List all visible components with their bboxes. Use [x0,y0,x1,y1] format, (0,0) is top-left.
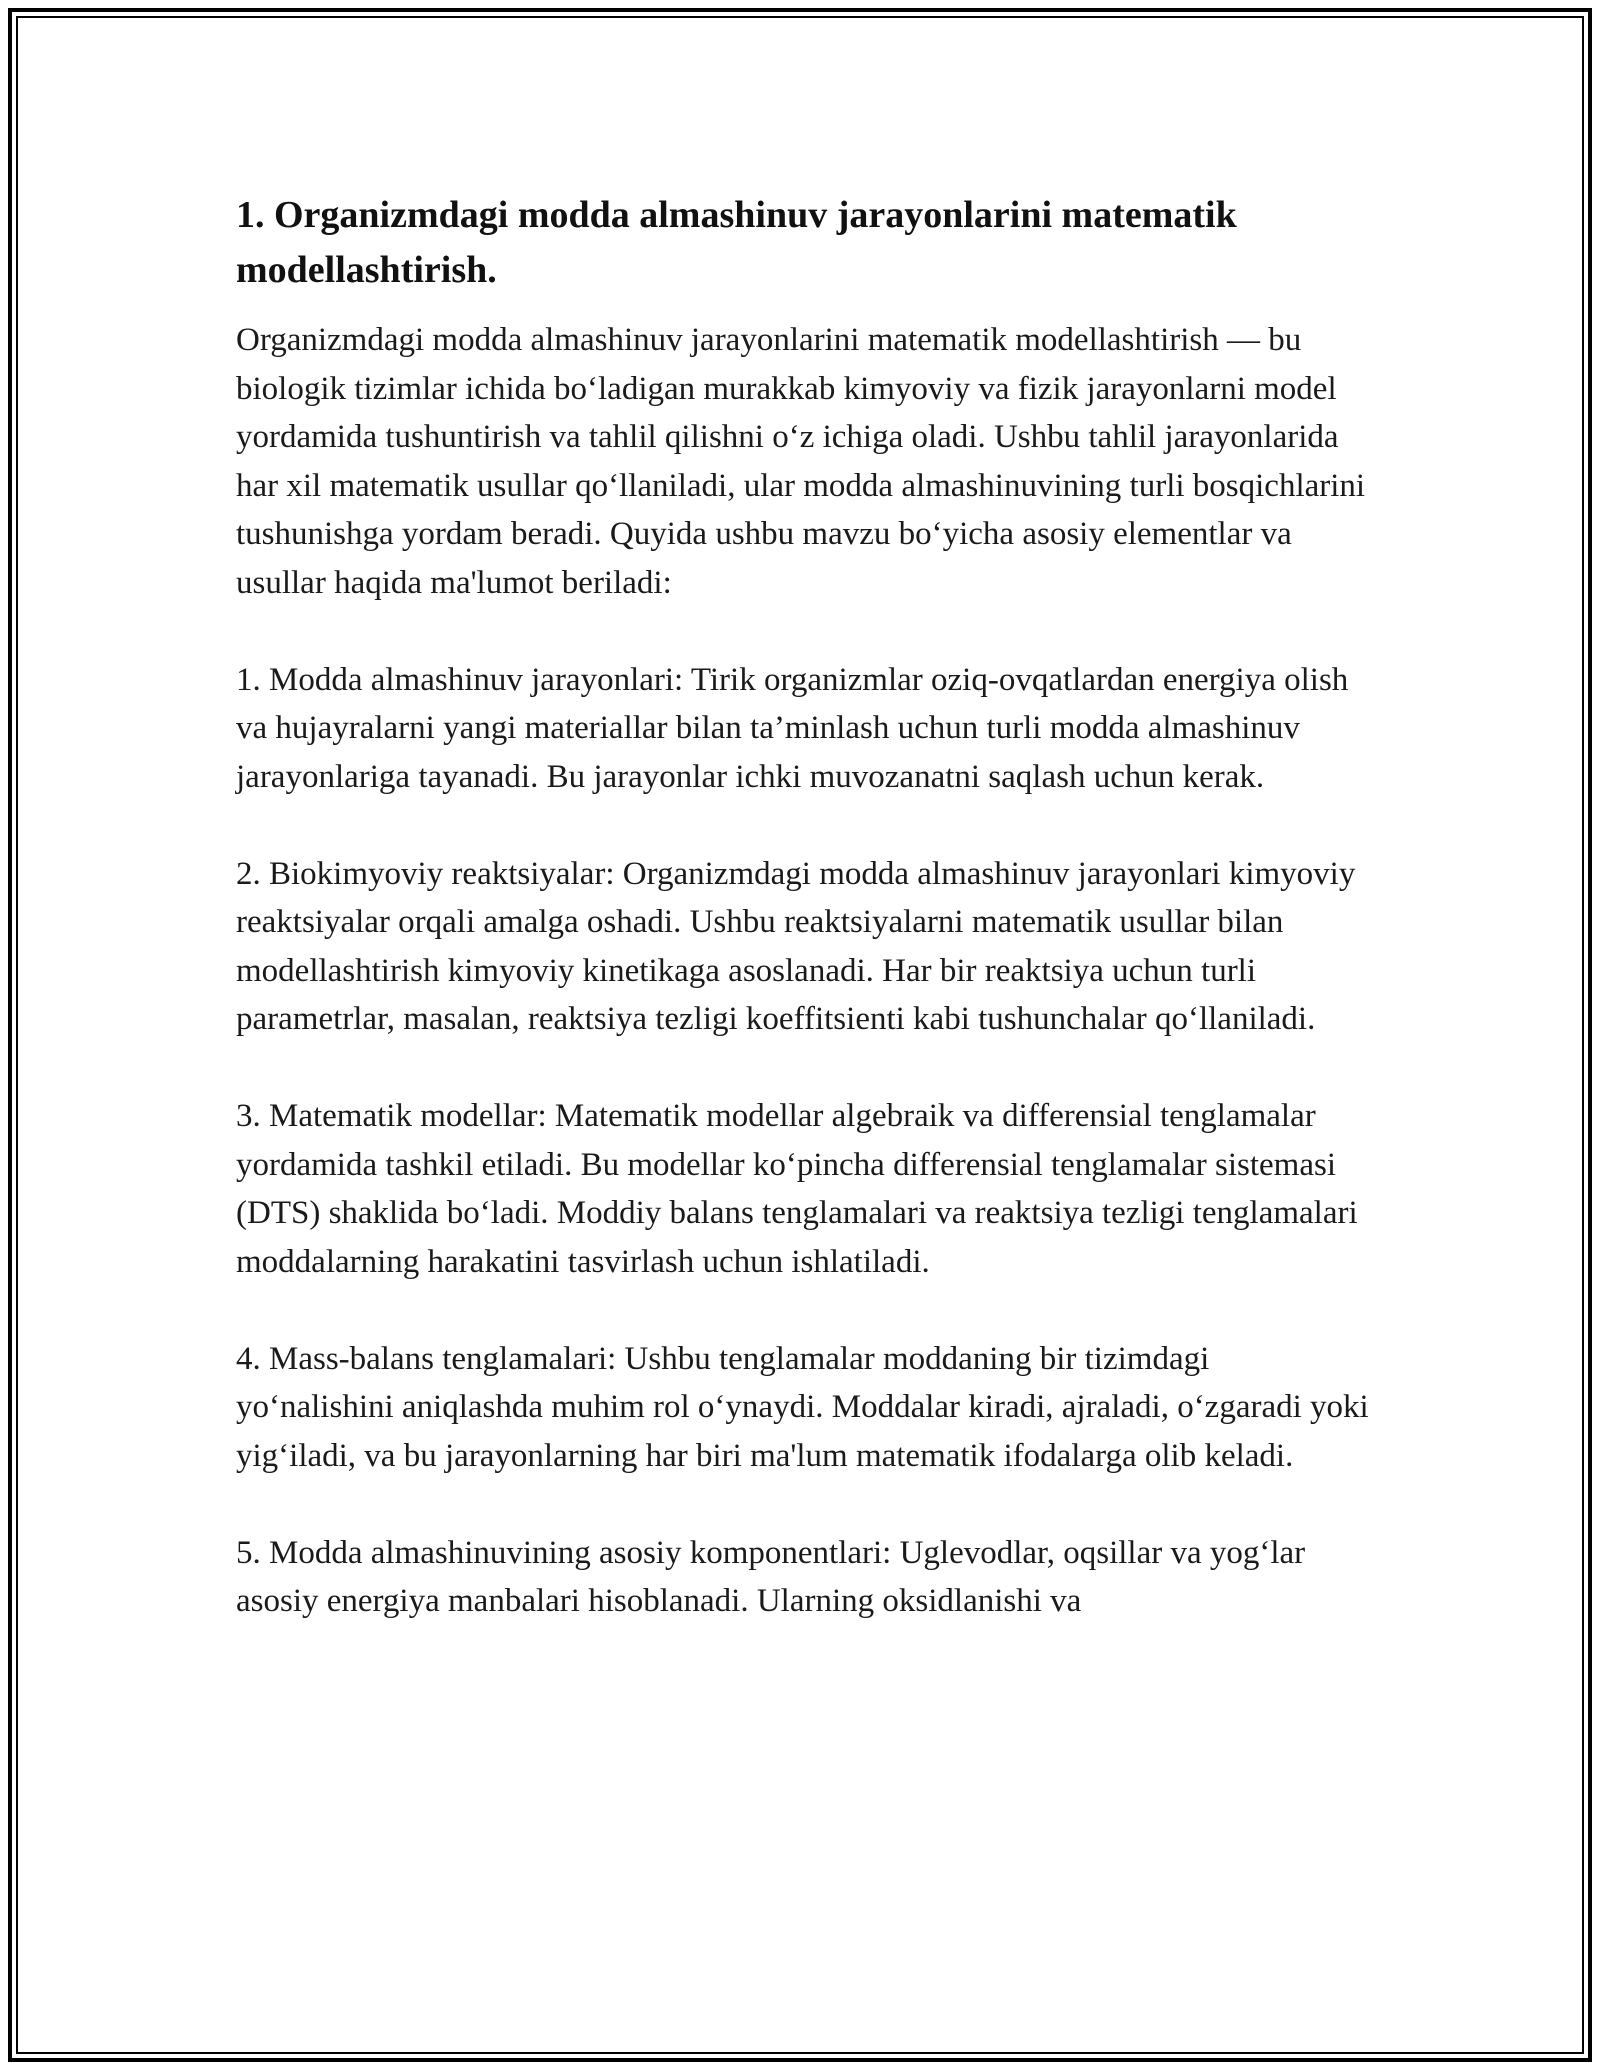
intro-paragraph: Organizmdagi modda almashinuv jarayonlarini matematik modellashtirish — bu biologik tizimlar ichida bo‘ladigan murakkab kimyoviy va fizik jarayonlarni model yordamida tushuntirish va tahlil qilishni o‘z ichiga oladi. Ushbu tahlil jarayonlarida har xil matematik usullar qo‘llaniladi, ular modda almashinuvining turli bosqichlarini tushunishga yordam beradi. Quyida ushbu mavzu bo‘yicha asosiy elementlar va usullar haqida ma'lumot beriladi: [236,322,1366,601]
document-body [236,188,1370,1626]
section-paragraph-1: 1. Modda almashinuv jarayonlari: Tirik organizmlar oziq-ovqatlardan energiya olish va hujayralarni yangi materiallar bilan ta’minlash uchun turli modda almashinuv jarayonlariga tayanadi. Bu jarayonlar ichki muvozanatni saqlash uchun kerak. [236,661,1349,795]
section-paragraph-2: 2. Biokimyoviy reaktsiyalar: Organizmdagi modda almashinuv jarayonlari kimyoviy reaktsiyalar orqali amalga oshadi. Ushbu reaktsiyalarni matematik usullar bilan modellashtirish kimyoviy kinetikaga asoslanadi. Har bir reaktsiya uchun turli parametrlar, masalan, reaktsiya tezligi koeffitsienti kabi tushunchalar qo‘llaniladi. [236,855,1356,1037]
section-paragraph-5: 5. Modda almashinuvining asosiy komponentlari: Uglevodlar, oqsillar va yog‘lar asosiy energiya manbalari hisoblanadi. Ularning oksidlanishi va [236,1534,1306,1619]
document-title: 1. Organizmdagi modda almashinuv jarayonlarini matematik modellashtirish. [236,194,1237,291]
section-paragraph-4: 4. Mass-balans tenglamalari: Ushbu tenglamalar moddaning bir tizimdagi yo‘nalishini aniqlashda muhim rol o‘ynaydi. Moddalar kiradi, ajraladi, o‘zgaradi yoki yig‘iladi, va bu jarayonlarning har biri ma'lum matematik ifodalarga olib keladi. [236,1340,1369,1474]
section-paragraph-3: 3. Matematik modellar: Matematik modellar algebraik va differensial tenglamalar yordamida tashkil etiladi. Bu modellar ko‘pincha differensial tenglamalar sistemasi (DTS) shaklida bo‘ladi. Moddiy balans tenglamalari va reaktsiya tezligi tenglamalari moddalarning harakatini tasvirlash uchun ishlatiladi. [236,1098,1358,1280]
